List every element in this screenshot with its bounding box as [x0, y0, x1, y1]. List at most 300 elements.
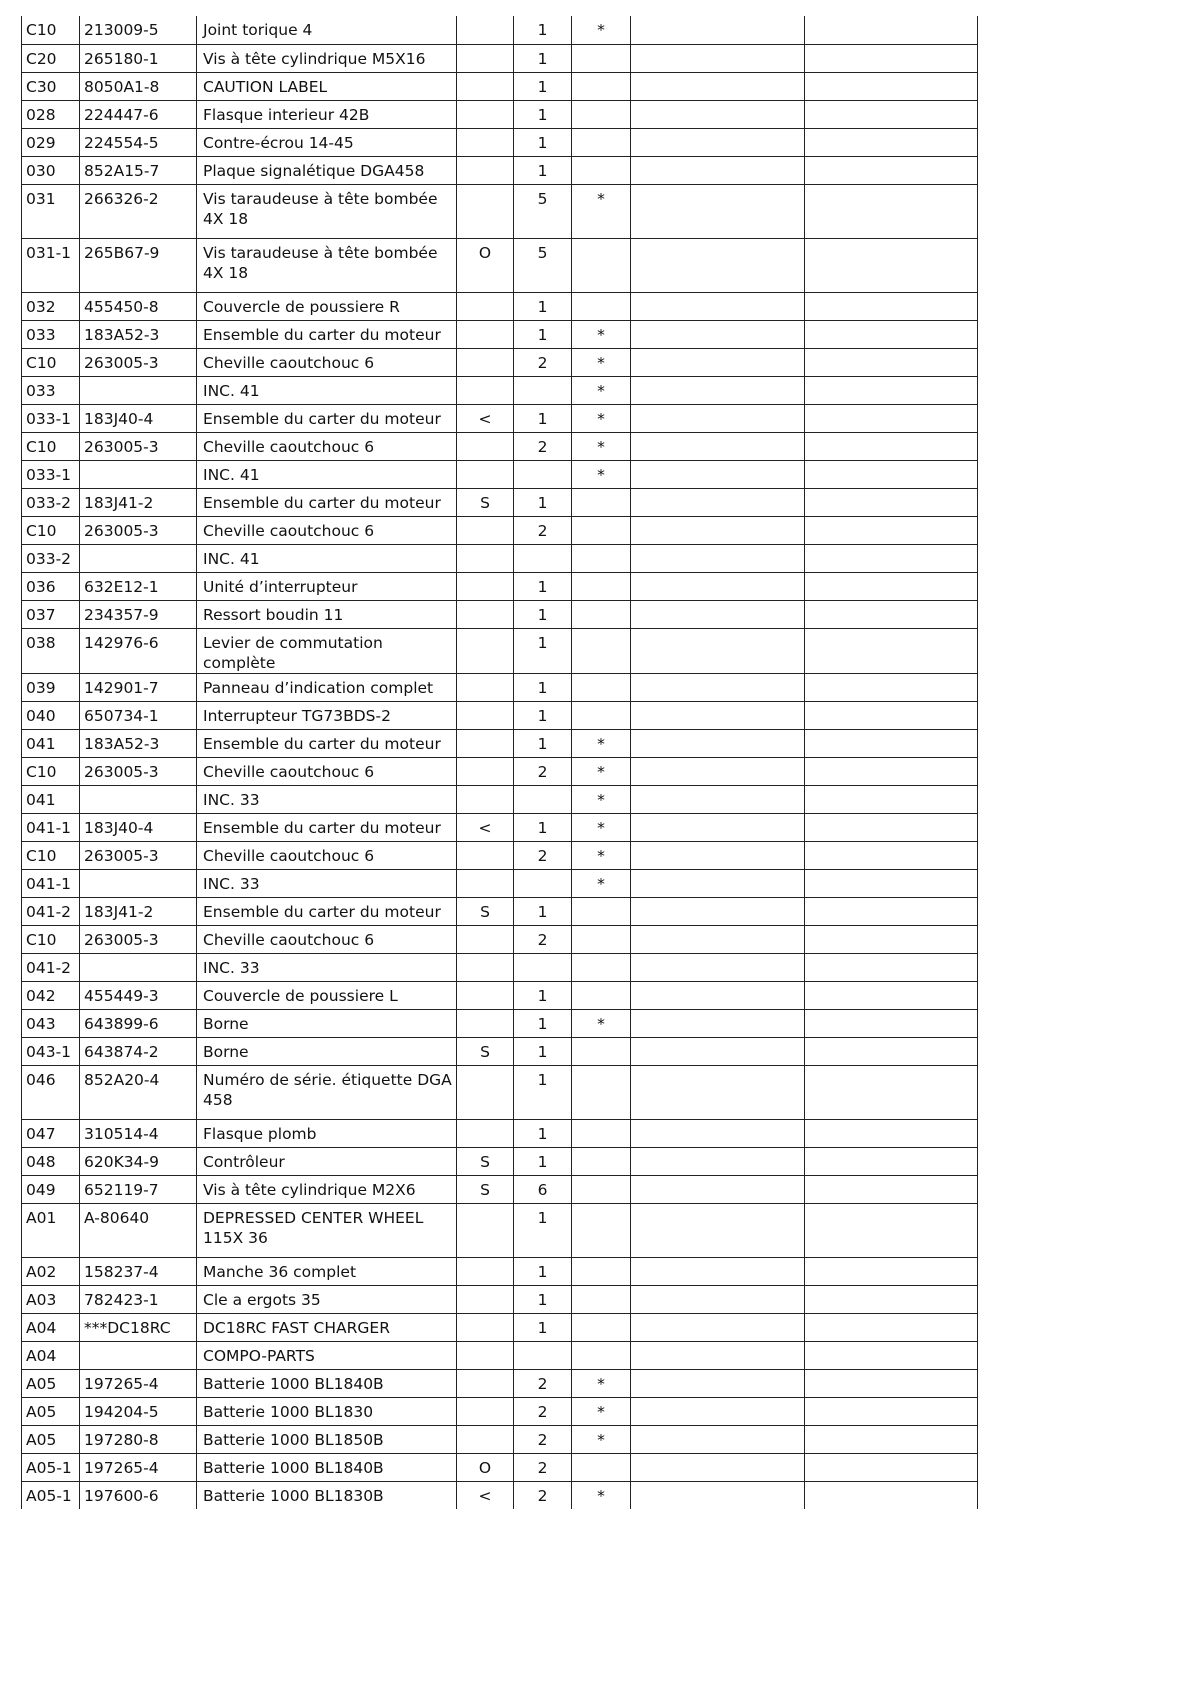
empty-cell — [631, 1481, 805, 1509]
description-cell: Batterie 1000 BL1840B — [197, 1453, 457, 1481]
mark-cell — [572, 72, 631, 100]
ref-number-cell: 029 — [22, 128, 80, 156]
empty-cell — [805, 1481, 978, 1509]
table-row — [22, 1257, 978, 1285]
mark-cell — [572, 516, 631, 544]
quantity-cell: 1 — [514, 72, 572, 100]
ref-number-cell: C10 — [22, 348, 80, 376]
empty-cell — [631, 100, 805, 128]
ref-number-cell: A05-1 — [22, 1453, 80, 1481]
part-number-cell — [80, 460, 197, 488]
mark-cell — [572, 156, 631, 184]
part-number-cell: 197265-4 — [80, 1453, 197, 1481]
empty-cell — [805, 238, 978, 292]
empty-cell — [631, 701, 805, 729]
quantity-cell: 2 — [514, 432, 572, 460]
quantity-cell — [514, 1341, 572, 1369]
mark-cell: * — [572, 1397, 631, 1425]
description-cell: Cheville caoutchouc 6 — [197, 841, 457, 869]
ref-number-cell: 041 — [22, 785, 80, 813]
table-row — [22, 1175, 978, 1203]
empty-cell — [805, 925, 978, 953]
description-cell: INC. 33 — [197, 953, 457, 981]
ref-number-cell: 041-1 — [22, 813, 80, 841]
table-row — [22, 16, 978, 44]
mark-cell: * — [572, 460, 631, 488]
quantity-cell: 1 — [514, 488, 572, 516]
part-number-cell: 310514-4 — [80, 1119, 197, 1147]
table-row — [22, 701, 978, 729]
empty-cell — [805, 841, 978, 869]
empty-cell — [631, 673, 805, 701]
description-cell: Flasque plomb — [197, 1119, 457, 1147]
empty-cell — [805, 785, 978, 813]
note-cell: S — [457, 1037, 514, 1065]
empty-cell — [631, 376, 805, 404]
note-cell — [457, 1369, 514, 1397]
empty-cell — [631, 460, 805, 488]
empty-cell — [631, 238, 805, 292]
note-cell — [457, 1065, 514, 1119]
empty-cell — [805, 488, 978, 516]
part-number-cell: 265B67-9 — [80, 238, 197, 292]
description-cell: Batterie 1000 BL1850B — [197, 1425, 457, 1453]
ref-number-cell: 032 — [22, 292, 80, 320]
mark-cell — [572, 1203, 631, 1257]
description-cell: Ensemble du carter du moteur — [197, 729, 457, 757]
table-row — [22, 628, 978, 673]
quantity-cell: 1 — [514, 1147, 572, 1175]
ref-number-cell: C20 — [22, 44, 80, 72]
ref-number-cell: 041-2 — [22, 953, 80, 981]
part-number-cell: 142901-7 — [80, 673, 197, 701]
empty-cell — [805, 1065, 978, 1119]
quantity-cell: 1 — [514, 813, 572, 841]
empty-cell — [631, 544, 805, 572]
description-cell: Manche 36 complet — [197, 1257, 457, 1285]
ref-number-cell: 041-1 — [22, 869, 80, 897]
note-cell — [457, 572, 514, 600]
ref-number-cell: 038 — [22, 628, 80, 673]
part-number-cell: 263005-3 — [80, 348, 197, 376]
part-number-cell: 183J41-2 — [80, 897, 197, 925]
quantity-cell: 2 — [514, 841, 572, 869]
empty-cell — [631, 1203, 805, 1257]
quantity-cell: 5 — [514, 238, 572, 292]
empty-cell — [631, 869, 805, 897]
part-number-cell: 224447-6 — [80, 100, 197, 128]
empty-cell — [805, 813, 978, 841]
table-row — [22, 404, 978, 432]
empty-cell — [631, 841, 805, 869]
description-cell: Unité d’interrupteur — [197, 572, 457, 600]
empty-cell — [805, 869, 978, 897]
empty-cell — [805, 673, 978, 701]
empty-cell — [631, 1065, 805, 1119]
note-cell: < — [457, 1481, 514, 1509]
note-cell — [457, 156, 514, 184]
mark-cell — [572, 292, 631, 320]
empty-cell — [631, 488, 805, 516]
empty-cell — [631, 184, 805, 238]
empty-cell — [631, 813, 805, 841]
empty-cell — [805, 156, 978, 184]
empty-cell — [631, 1313, 805, 1341]
table-row — [22, 128, 978, 156]
table-row — [22, 1147, 978, 1175]
ref-number-cell: 049 — [22, 1175, 80, 1203]
quantity-cell: 2 — [514, 1397, 572, 1425]
ref-number-cell: A05 — [22, 1425, 80, 1453]
table-row — [22, 813, 978, 841]
quantity-cell: 1 — [514, 16, 572, 44]
empty-cell — [631, 925, 805, 953]
quantity-cell — [514, 376, 572, 404]
empty-cell — [631, 1175, 805, 1203]
empty-cell — [631, 981, 805, 1009]
part-number-cell: 266326-2 — [80, 184, 197, 238]
mark-cell — [572, 600, 631, 628]
description-cell: Numéro de série. étiquette DGA 458 — [197, 1065, 457, 1119]
empty-cell — [805, 320, 978, 348]
note-cell — [457, 701, 514, 729]
empty-cell — [805, 348, 978, 376]
note-cell — [457, 1119, 514, 1147]
mark-cell — [572, 1341, 631, 1369]
empty-cell — [805, 432, 978, 460]
ref-number-cell: 043 — [22, 1009, 80, 1037]
quantity-cell: 2 — [514, 1453, 572, 1481]
part-number-cell: 234357-9 — [80, 600, 197, 628]
description-cell: Ensemble du carter du moteur — [197, 897, 457, 925]
empty-cell — [631, 432, 805, 460]
part-number-cell: A-80640 — [80, 1203, 197, 1257]
table-row — [22, 729, 978, 757]
table-row — [22, 600, 978, 628]
description-cell: INC. 41 — [197, 460, 457, 488]
empty-cell — [805, 544, 978, 572]
description-cell: Ensemble du carter du moteur — [197, 813, 457, 841]
part-number-cell: ***DC18RC — [80, 1313, 197, 1341]
mark-cell: * — [572, 757, 631, 785]
table-row — [22, 1341, 978, 1369]
empty-cell — [631, 16, 805, 44]
quantity-cell: 1 — [514, 1257, 572, 1285]
mark-cell: * — [572, 404, 631, 432]
table-row — [22, 44, 978, 72]
table-row — [22, 1369, 978, 1397]
table-row — [22, 1065, 978, 1119]
note-cell — [457, 869, 514, 897]
note-cell: < — [457, 404, 514, 432]
table-row — [22, 981, 978, 1009]
table-row — [22, 1425, 978, 1453]
description-cell: Vis taraudeuse à tête bombée 4X 18 — [197, 238, 457, 292]
table-row — [22, 1037, 978, 1065]
empty-cell — [805, 100, 978, 128]
part-number-cell: 197280-8 — [80, 1425, 197, 1453]
mark-cell: * — [572, 184, 631, 238]
description-cell: Batterie 1000 BL1840B — [197, 1369, 457, 1397]
part-number-cell — [80, 953, 197, 981]
empty-cell — [805, 184, 978, 238]
quantity-cell: 1 — [514, 156, 572, 184]
note-cell: S — [457, 1175, 514, 1203]
empty-cell — [805, 1257, 978, 1285]
mark-cell — [572, 1065, 631, 1119]
description-cell: Plaque signalétique DGA458 — [197, 156, 457, 184]
empty-cell — [631, 1147, 805, 1175]
description-cell: Cheville caoutchouc 6 — [197, 757, 457, 785]
empty-cell — [805, 44, 978, 72]
part-number-cell: 142976-6 — [80, 628, 197, 673]
empty-cell — [805, 1313, 978, 1341]
description-cell: CAUTION LABEL — [197, 72, 457, 100]
quantity-cell: 1 — [514, 897, 572, 925]
description-cell: DEPRESSED CENTER WHEEL 115X 36 — [197, 1203, 457, 1257]
ref-number-cell: 037 — [22, 600, 80, 628]
part-number-cell — [80, 785, 197, 813]
table-row — [22, 488, 978, 516]
description-cell: Vis à tête cylindrique M2X6 — [197, 1175, 457, 1203]
ref-number-cell: 039 — [22, 673, 80, 701]
note-cell — [457, 628, 514, 673]
note-cell — [457, 1425, 514, 1453]
empty-cell — [805, 1341, 978, 1369]
table-row — [22, 432, 978, 460]
mark-cell — [572, 628, 631, 673]
ref-number-cell: C10 — [22, 925, 80, 953]
ref-number-cell: 033-2 — [22, 488, 80, 516]
ref-number-cell: 046 — [22, 1065, 80, 1119]
mark-cell — [572, 981, 631, 1009]
ref-number-cell: A01 — [22, 1203, 80, 1257]
empty-cell — [631, 1369, 805, 1397]
ref-number-cell: 048 — [22, 1147, 80, 1175]
empty-cell — [631, 757, 805, 785]
quantity-cell: 1 — [514, 1065, 572, 1119]
empty-cell — [631, 785, 805, 813]
part-number-cell: 652119-7 — [80, 1175, 197, 1203]
part-number-cell: 263005-3 — [80, 841, 197, 869]
mark-cell: * — [572, 869, 631, 897]
ref-number-cell: A05 — [22, 1369, 80, 1397]
empty-cell — [805, 460, 978, 488]
description-cell: Contre-écrou 14-45 — [197, 128, 457, 156]
empty-cell — [805, 1369, 978, 1397]
mark-cell — [572, 1037, 631, 1065]
ref-number-cell: 040 — [22, 701, 80, 729]
table-row — [22, 785, 978, 813]
note-cell — [457, 516, 514, 544]
table-row — [22, 544, 978, 572]
parts-table-body — [22, 16, 978, 1509]
mark-cell — [572, 488, 631, 516]
mark-cell — [572, 925, 631, 953]
note-cell — [457, 348, 514, 376]
part-number-cell: 263005-3 — [80, 925, 197, 953]
description-cell: Ressort boudin 11 — [197, 600, 457, 628]
empty-cell — [805, 897, 978, 925]
table-row — [22, 572, 978, 600]
description-cell: DC18RC FAST CHARGER — [197, 1313, 457, 1341]
note-cell: O — [457, 238, 514, 292]
table-row — [22, 757, 978, 785]
description-cell: Borne — [197, 1009, 457, 1037]
ref-number-cell: 041 — [22, 729, 80, 757]
note-cell: S — [457, 1147, 514, 1175]
table-row — [22, 348, 978, 376]
mark-cell: * — [572, 1425, 631, 1453]
ref-number-cell: A02 — [22, 1257, 80, 1285]
mark-cell: * — [572, 785, 631, 813]
empty-cell — [631, 1425, 805, 1453]
note-cell: < — [457, 813, 514, 841]
mark-cell — [572, 1285, 631, 1313]
note-cell: O — [457, 1453, 514, 1481]
mark-cell: * — [572, 729, 631, 757]
part-number-cell: 643874-2 — [80, 1037, 197, 1065]
note-cell — [457, 953, 514, 981]
ref-number-cell: A04 — [22, 1341, 80, 1369]
empty-cell — [805, 1037, 978, 1065]
quantity-cell — [514, 460, 572, 488]
part-number-cell: 183J40-4 — [80, 813, 197, 841]
part-number-cell: 183A52-3 — [80, 729, 197, 757]
empty-cell — [631, 72, 805, 100]
mark-cell: * — [572, 320, 631, 348]
quantity-cell: 1 — [514, 1009, 572, 1037]
empty-cell — [805, 376, 978, 404]
mark-cell: * — [572, 376, 631, 404]
part-number-cell: 263005-3 — [80, 432, 197, 460]
note-cell — [457, 925, 514, 953]
empty-cell — [631, 1037, 805, 1065]
empty-cell — [805, 1147, 978, 1175]
empty-cell — [631, 1397, 805, 1425]
note-cell: S — [457, 897, 514, 925]
mark-cell: * — [572, 813, 631, 841]
part-number-cell: 8050A1-8 — [80, 72, 197, 100]
ref-number-cell: C10 — [22, 432, 80, 460]
table-row — [22, 925, 978, 953]
empty-cell — [631, 628, 805, 673]
quantity-cell: 1 — [514, 981, 572, 1009]
table-row — [22, 1453, 978, 1481]
mark-cell — [572, 1257, 631, 1285]
description-cell: Joint torique 4 — [197, 16, 457, 44]
ref-number-cell: C10 — [22, 757, 80, 785]
quantity-cell: 2 — [514, 1481, 572, 1509]
table-row — [22, 376, 978, 404]
mark-cell — [572, 44, 631, 72]
mark-cell — [572, 1147, 631, 1175]
description-cell: Vis à tête cylindrique M5X16 — [197, 44, 457, 72]
part-number-cell: 197600-6 — [80, 1481, 197, 1509]
note-cell — [457, 1313, 514, 1341]
quantity-cell: 1 — [514, 701, 572, 729]
part-number-cell: 650734-1 — [80, 701, 197, 729]
empty-cell — [805, 729, 978, 757]
mark-cell: * — [572, 1369, 631, 1397]
mark-cell: * — [572, 16, 631, 44]
empty-cell — [805, 1453, 978, 1481]
part-number-cell: 455450-8 — [80, 292, 197, 320]
mark-cell — [572, 701, 631, 729]
table-row — [22, 156, 978, 184]
mark-cell — [572, 897, 631, 925]
note-cell — [457, 72, 514, 100]
mark-cell — [572, 1313, 631, 1341]
description-cell: Levier de commutation complète — [197, 628, 457, 673]
part-number-cell: 194204-5 — [80, 1397, 197, 1425]
empty-cell — [805, 292, 978, 320]
ref-number-cell: 031 — [22, 184, 80, 238]
ref-number-cell: A05 — [22, 1397, 80, 1425]
ref-number-cell: 041-2 — [22, 897, 80, 925]
table-row — [22, 100, 978, 128]
empty-cell — [805, 128, 978, 156]
empty-cell — [805, 72, 978, 100]
description-cell: Panneau d’indication complet — [197, 673, 457, 701]
quantity-cell: 1 — [514, 1203, 572, 1257]
part-number-cell: 183J40-4 — [80, 404, 197, 432]
empty-cell — [631, 1119, 805, 1147]
empty-cell — [631, 729, 805, 757]
description-cell: COMPO-PARTS — [197, 1341, 457, 1369]
ref-number-cell: 028 — [22, 100, 80, 128]
quantity-cell — [514, 785, 572, 813]
table-row — [22, 184, 978, 238]
mark-cell — [572, 238, 631, 292]
ref-number-cell: A05-1 — [22, 1481, 80, 1509]
quantity-cell: 1 — [514, 673, 572, 701]
empty-cell — [805, 16, 978, 44]
empty-cell — [631, 1341, 805, 1369]
note-cell — [457, 981, 514, 1009]
part-number-cell: 620K34-9 — [80, 1147, 197, 1175]
part-number-cell — [80, 544, 197, 572]
note-cell — [457, 460, 514, 488]
description-cell: Cheville caoutchouc 6 — [197, 516, 457, 544]
quantity-cell: 1 — [514, 1037, 572, 1065]
ref-number-cell: 033-2 — [22, 544, 80, 572]
part-number-cell: 782423-1 — [80, 1285, 197, 1313]
empty-cell — [631, 292, 805, 320]
quantity-cell: 1 — [514, 1285, 572, 1313]
empty-cell — [631, 128, 805, 156]
parts-table — [21, 16, 978, 1509]
mark-cell — [572, 100, 631, 128]
quantity-cell: 2 — [514, 516, 572, 544]
part-number-cell: 852A20-4 — [80, 1065, 197, 1119]
note-cell — [457, 1009, 514, 1037]
ref-number-cell: 030 — [22, 156, 80, 184]
table-row — [22, 320, 978, 348]
note-cell — [457, 292, 514, 320]
quantity-cell: 1 — [514, 292, 572, 320]
empty-cell — [805, 572, 978, 600]
part-number-cell: 183A52-3 — [80, 320, 197, 348]
quantity-cell: 1 — [514, 1119, 572, 1147]
empty-cell — [631, 404, 805, 432]
mark-cell — [572, 544, 631, 572]
ref-number-cell: 033 — [22, 320, 80, 348]
note-cell — [457, 1257, 514, 1285]
quantity-cell: 2 — [514, 757, 572, 785]
empty-cell — [631, 44, 805, 72]
description-cell: Interrupteur TG73BDS-2 — [197, 701, 457, 729]
